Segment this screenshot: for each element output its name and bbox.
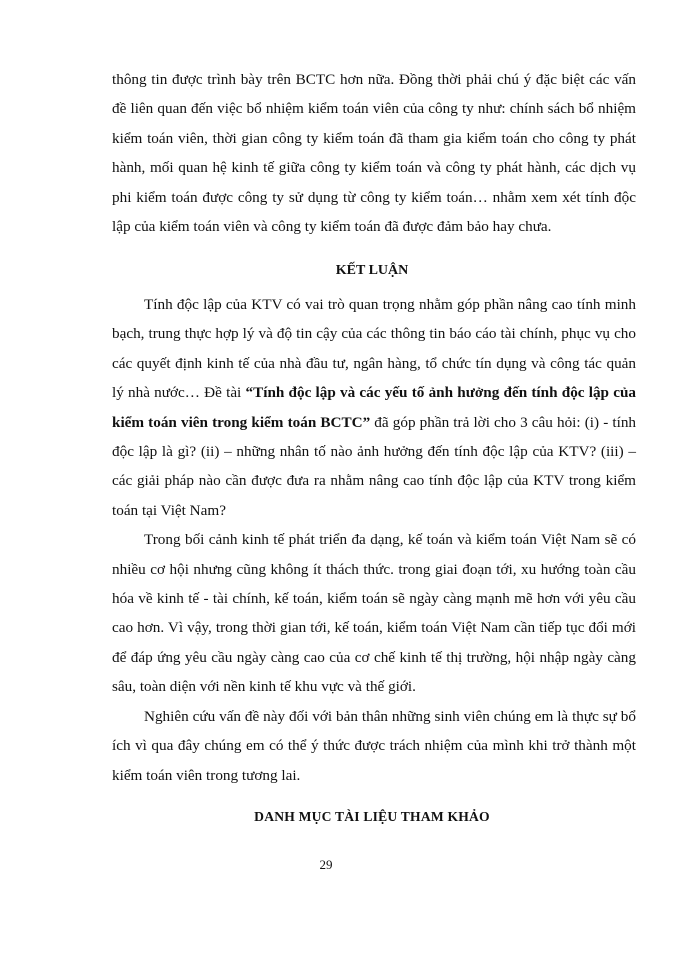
thesis-title: “Tính độc lập và các yếu tố ảnh hưởng đến tính độc lập của kiểm toán viên trong kiểm toán BCTC” [112, 384, 636, 431]
conclusion-paragraph-2: Trong bối cảnh kinh tế phát triển đa dạng, kế toán và kiểm toán Việt Nam sẽ có nhiều cơ hội nhưng cũng không ít thách thức. trong giai đoạn tới, xu hướng toàn cầu hóa về kinh tế - tài chính, kế toán, kiểm toán sẽ ngày càng mạnh mẽ hơn với yêu cầu cao hơn. Vì vậy, trong thời gian tới, kế toán, kiểm toán Việt Nam cần tiếp tục đổi mới để đáp ứng yêu cầu ngày càng cao của cơ chế kinh tế thị trường, hội nhập ngày càng sâu, toàn diện với nền kinh tế khu vực và thế giới. [112, 531, 636, 696]
conclusion-paragraph-3: Nghiên cứu vấn đề này đối với bản thân những sinh viên chúng em là thực sự bổ ích vì qua đây chúng em có thể ý thức được trách nhiệm của mình khi trở thành một kiểm toán viên trong tương lai. [112, 707, 636, 784]
conclusion-body [112, 290, 636, 790]
page-number: 29 [319, 857, 333, 872]
paragraph-text: đã góp phần trả lời cho 3 câu hỏi: (i) - tính độc lập là gì? (ii) – những nhân tố nào ảnh hưởng đến tính độc lập của KTV? (iii) – các giải pháp nào cần được đưa ra nhằm nâng cao tính độc lập của KTV trong kiểm toán tại Việt Nam? [112, 413, 637, 519]
references-heading: DANH MỤC TÀI LIỆU THAM KHẢO [254, 809, 490, 824]
paragraph-text: thông tin được trình bày trên BCTC hơn nữa. Đồng thời phải chú ý đặc biệt các vấn đề liên quan đến việc bổ nhiệm kiểm toán viên của công ty như: chính sách bổ nhiệm kiểm toán viên, thời gian công ty kiểm toán đã tham gia kiểm toán cho công ty phát hành, mối quan hệ kinh tế giữa công ty kiểm toán và công ty phát hành, các dịch vụ phi kiểm toán được công ty sử dụng từ công ty kiểm toán… nhằm xem xét tính độc lập của kiểm toán viên và công ty kiểm toán đã được đảm bảo hay chưa. [112, 71, 636, 236]
paragraph-text: Tính độc lập của KTV có vai trò quan trọng nhằm góp phần nâng cao tính minh bạch, trung thực hợp lý và độ tin cậy của các thông tin báo cáo tài chính, phục vụ cho các quyết định kinh tế của nhà đầu tư, ngân hàng, tổ chức tín dụng và công tác quản lý nhà nước… Đề tài [112, 296, 636, 402]
continued-paragraph [112, 65, 636, 241]
conclusion-paragraph-1 [112, 290, 636, 525]
conclusion-heading: KẾT LUẬN [335, 263, 409, 278]
